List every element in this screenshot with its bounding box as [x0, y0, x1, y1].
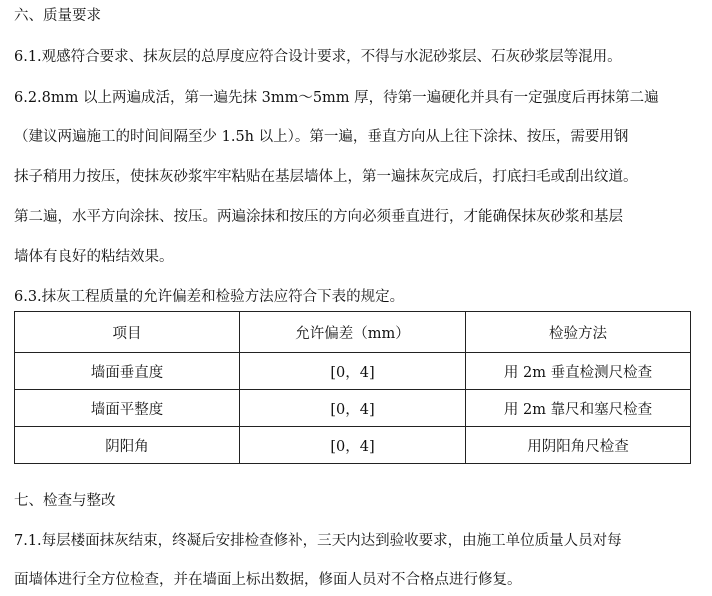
section6-heading: 六、质量要求 — [14, 8, 101, 24]
section7-heading: 七、检查与整改 — [14, 493, 116, 509]
cell-method: 用阴阳角尺检查 — [466, 427, 691, 464]
cell-tolerance: [0，4] — [240, 353, 466, 390]
cell-item: 墙面平整度 — [15, 390, 240, 427]
paragraph-6-2-line: 第二遍，水平方向涂抹、按压。两遍涂抹和按压的方向必须垂直进行，才能确保抹灰砂浆和基层 — [14, 209, 623, 225]
header-tolerance: 允许偏差（mm） — [240, 312, 466, 353]
tolerance-table — [14, 311, 691, 464]
cell-item: 阴阳角 — [15, 427, 240, 464]
cell-tolerance: [0，4] — [240, 390, 466, 427]
cell-tolerance: [0，4] — [240, 427, 466, 464]
paragraph-7-1-line: 面墙体进行全方位检查，并在墙面上标出数据，修面人员对不合格点进行修复。 — [14, 572, 522, 588]
paragraph-6-2-line: 6.2.8mm 以上两遍成活，第一遍先抹 3mm～5mm 厚，待第一遍硬化并具有一定强度后再抹第二遍 — [14, 90, 659, 106]
paragraph-7-1-line: 7.1.每层楼面抹灰结束，终凝后安排检查修补，三天内达到验收要求，由施工单位质量人员对每 — [14, 533, 622, 549]
paragraph-6-1: 6.1.观感符合要求、抹灰层的总厚度应符合设计要求，不得与水泥砂浆层、石灰砂浆层等混用。 — [14, 49, 622, 65]
table-row — [15, 353, 691, 390]
cell-method: 用 2m 靠尺和塞尺检查 — [466, 390, 691, 427]
paragraph-6-2-line: 墙体有良好的粘结效果。 — [14, 249, 174, 265]
paragraph-6-2-line: 抹子稍用力按压，使抹灰砂浆牢牢粘贴在基层墙体上，第一遍抹灰完成后，打底扫毛或刮出纹道。 — [14, 169, 638, 185]
header-item: 项目 — [15, 312, 240, 353]
paragraph-6-3: 6.3.抹灰工程质量的允许偏差和检验方法应符合下表的规定。 — [14, 289, 405, 305]
table-row — [15, 427, 691, 464]
table-row — [15, 390, 691, 427]
paragraph-6-2-line: （建议两遍施工的时间间隔至少 1.5h 以上）。第一遍，垂直方向从上往下涂抹、按压，需要用钢 — [14, 129, 629, 145]
header-method: 检验方法 — [466, 312, 691, 353]
table-header-row — [15, 312, 691, 353]
cell-method: 用 2m 垂直检测尺检查 — [466, 353, 691, 390]
cell-item: 墙面垂直度 — [15, 353, 240, 390]
